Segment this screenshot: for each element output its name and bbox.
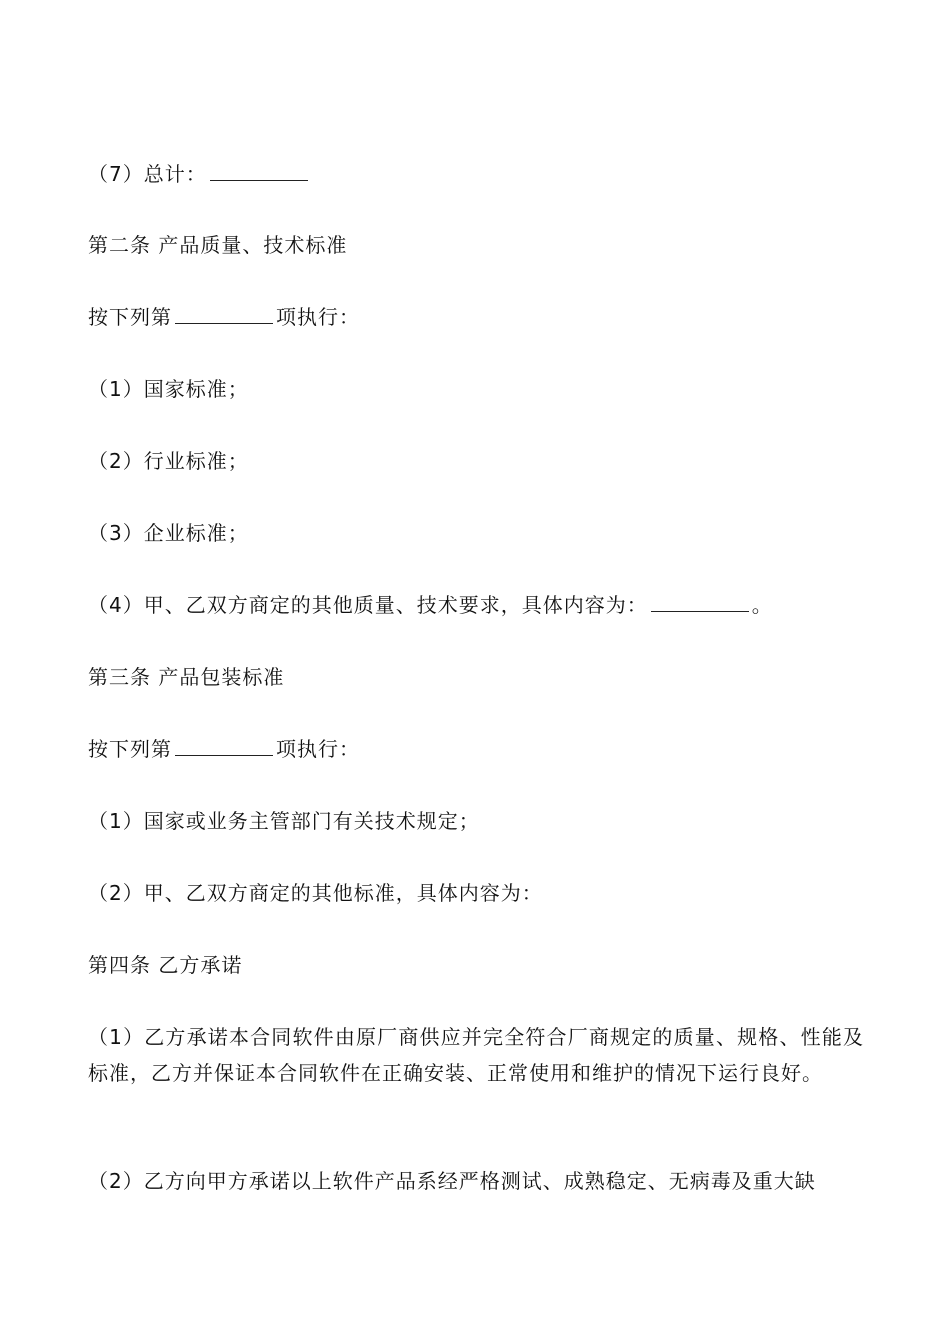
list-item-enterprise-standard: （3）企业标准； [88, 521, 249, 545]
list-item-other-quality: （4）甲、乙双方商定的其他质量、技术要求，具体内容为： 。 [88, 587, 864, 623]
section-heading-packaging: 第三条 产品包装标准 [88, 665, 285, 689]
total-blank-field[interactable] [210, 158, 308, 181]
paragraph-commitment-2: （2）乙方向甲方承诺以上软件产品系经严格测试、成熟稳定、无病毒及重大缺 [88, 1169, 816, 1193]
section-heading-commitment: 第四条 乙方承诺 [88, 953, 243, 977]
paragraph-quality-option: 按下列第 项执行： [88, 299, 864, 335]
list-item-other-packaging: （2）甲、乙双方商定的其他标准，具体内容为： [88, 881, 543, 905]
total-label: （7）总计： [88, 162, 207, 186]
section-heading-quality: 第二条 产品质量、技术标准 [88, 233, 348, 257]
other-quality-blank-field[interactable] [651, 589, 749, 612]
quality-option-blank-field[interactable] [175, 301, 273, 324]
paragraph-packaging-option: 按下列第 项执行： [88, 731, 864, 767]
list-item-industry-standard: （2）行业标准； [88, 449, 249, 473]
packaging-option-blank-field[interactable] [175, 733, 273, 756]
paragraph-commitment-1: （1）乙方承诺本合同软件由原厂商供应并完全符合厂商规定的质量、规格、性能及标准，乙方并保证本合同软件在正确安装、正常使用和维护的情况下运行良好。 [88, 1025, 864, 1085]
list-item-national-standard: （1）国家标准； [88, 377, 249, 401]
list-item-national-packaging: （1）国家或业务主管部门有关技术规定； [88, 809, 480, 833]
paragraph-total [88, 156, 864, 192]
